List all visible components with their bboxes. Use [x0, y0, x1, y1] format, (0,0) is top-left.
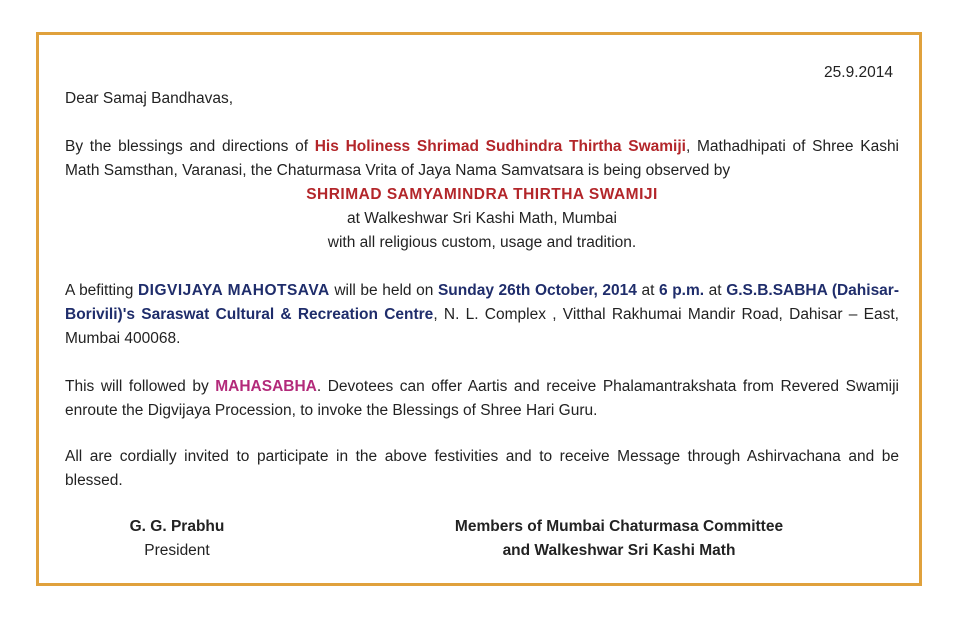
paragraph-mahasabha	[65, 375, 899, 423]
paragraph-text: A befitting	[65, 282, 138, 299]
paragraph-text: will be held on	[329, 282, 438, 299]
paragraph-text: By the blessings and directions of	[65, 138, 315, 155]
salutation: Dear Samaj Bandhavas,	[65, 90, 234, 107]
custom-line: with all religious custom, usage and tradition.	[327, 234, 637, 251]
swamiji-block	[65, 183, 899, 255]
paragraph-text: This will followed by	[65, 378, 216, 395]
mahasabha-label: MAHASABHA	[215, 378, 317, 395]
swamiji-name: SHRIMAD SAMYAMINDRA THIRTHA SWAMIJI	[306, 186, 658, 203]
event-venue: G.S.B.SABHA (Dahisar-Borivili)'s Saraswat Cultural & Recreation Centre	[65, 282, 899, 323]
signatory-title: President	[144, 542, 210, 559]
holiness-name: His Holiness Shrimad Sudhindra Thirtha Swamiji	[314, 138, 686, 155]
paragraph-blessings	[65, 135, 899, 183]
paragraph-text: . Devotees can offer Aartis and receive Phalamantrakshata from Revered Swamiji enroute the Digvijaya Procession, to invoke the Blessings of Shree Hari Guru.	[65, 378, 899, 419]
letter-date: 25.9.2014	[824, 64, 893, 81]
invitation-letter	[36, 32, 922, 586]
committee-line2: and Walkeshwar Sri Kashi Math	[502, 542, 736, 559]
paragraph-event	[65, 279, 899, 351]
paragraph-text: , N. L. Complex , Vitthal Rakhumai Mandir Road, Dahisar – East, Mumbai 400068.	[65, 306, 899, 347]
paragraph-text: at	[704, 282, 727, 299]
committee-line1: Members of Mumbai Chaturmasa Committee	[454, 518, 784, 535]
signature-committee	[429, 515, 809, 563]
paragraph-text: , Mathadhipati of Shree Kashi Math Samsthan, Varanasi, the Chaturmasa Vrita of Jaya Nama Samvatsara is being observed by	[65, 138, 900, 179]
event-date: Sunday 26th October, 2014	[437, 282, 637, 299]
paragraph-invitation: All are cordially invited to participate in the above festivities and to receive Message through Ashirvachana and be blessed.	[65, 448, 899, 489]
signature-president	[107, 515, 247, 563]
signatory-name: G. G. Prabhu	[129, 518, 225, 535]
event-time: 6 p.m.	[659, 282, 705, 299]
event-name: DIGVIJAYA MAHOTSAVA	[137, 282, 330, 299]
paragraph-text: at	[636, 282, 660, 299]
venue-line: at Walkeshwar Sri Kashi Math, Mumbai	[347, 210, 617, 227]
